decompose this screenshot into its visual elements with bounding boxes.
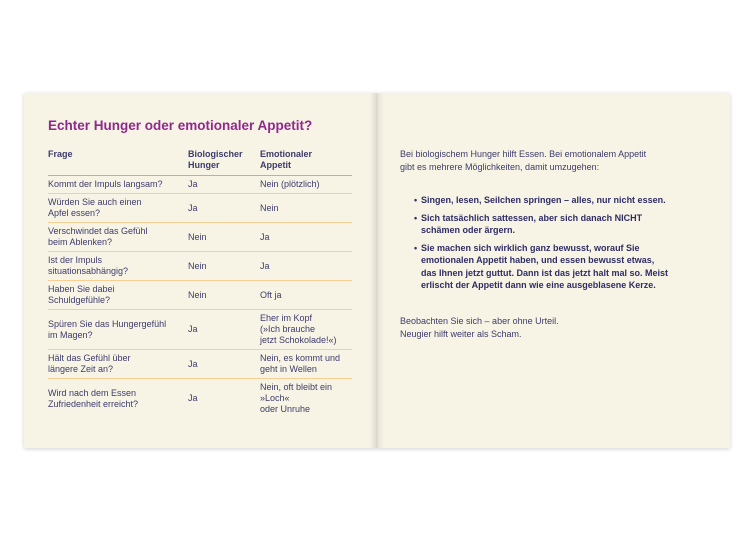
bio-cell: Ja — [188, 194, 260, 223]
list-item: • Singen, lesen, Seilchen springen – alles, nur nicht essen. — [414, 194, 704, 207]
hunger-comparison-table — [48, 146, 352, 418]
header-biologischer-hunger: Biologischer Hunger — [188, 146, 260, 176]
header-emotionaler-appetit: Emotionaler Appetit — [260, 146, 352, 176]
question-cell: Spüren Sie das Hungergefühl im Magen? — [48, 310, 188, 350]
question-cell: Haben Sie dabei Schuldgefühle? — [48, 281, 188, 310]
question-cell: Ist der Impuls situationsabhängig? — [48, 252, 188, 281]
left-page — [24, 93, 376, 448]
table-row — [48, 310, 352, 350]
emo-cell: Nein, es kommt und geht in Wellen — [260, 350, 352, 379]
table-header-row — [48, 146, 352, 176]
book-gutter — [370, 93, 384, 448]
list-item: • Sich tatsächlich sattessen, aber sich danach NICHT schämen oder ärgern. — [414, 212, 704, 237]
closing-paragraph: Beobachten Sie sich – aber ohne Urteil. Neugier hilft weiter als Scham. — [400, 316, 559, 339]
open-book — [24, 93, 730, 448]
bio-cell: Nein — [188, 281, 260, 310]
emo-cell: Eher im Kopf (»Ich brauche jetzt Schokolade!«) — [260, 310, 352, 350]
emo-cell: Oft ja — [260, 281, 352, 310]
intro-paragraph: Bei biologischem Hunger hilft Essen. Bei emotionalem Appetit gibt es mehrere Möglichkeiten, damit umzugehen: — [400, 149, 647, 172]
emo-cell: Nein — [260, 194, 352, 223]
bio-cell: Ja — [188, 393, 198, 403]
bio-cell: Ja — [188, 176, 260, 194]
table-row — [48, 194, 352, 223]
bio-cell: Ja — [188, 350, 260, 379]
question-cell: Wird nach dem Essen Zufriedenheit erreicht? — [48, 387, 139, 409]
bio-cell: Nein — [188, 252, 260, 281]
bio-cell: Nein — [188, 223, 260, 252]
emo-cell: Nein (plötzlich) — [260, 176, 352, 194]
question-cell: Kommt der Impuls langsam? — [48, 176, 188, 194]
table-row — [48, 223, 352, 252]
table-row — [48, 176, 352, 194]
table-row — [48, 281, 352, 310]
table-row — [48, 252, 352, 281]
coping-strategies-list — [414, 194, 704, 297]
right-page — [376, 93, 730, 448]
emo-cell: Ja — [260, 252, 352, 281]
list-item: • Sie machen sich wirklich ganz bewusst, worauf Sie emotionalen Appetit haben, und essen bewusst etwas, das Ihnen jetzt guttut. Dann ist das jetzt halt mal so. Meist erlischt der Appetit dann wie eine ausgeblasene Kerze. — [414, 242, 704, 292]
table-row — [48, 379, 352, 419]
question-cell: Hält das Gefühl über längere Zeit an? — [48, 350, 188, 379]
question-cell: Verschwindet das Gefühl beim Ablenken? — [48, 223, 188, 252]
question-cell: Würden Sie auch einen Apfel essen? — [48, 194, 188, 223]
bio-cell: Ja — [188, 310, 260, 350]
table-row — [48, 350, 352, 379]
emo-cell: Ja — [260, 223, 352, 252]
header-frage: Frage — [48, 146, 188, 176]
page-title: Echter Hunger oder emotionaler Appetit? — [48, 118, 313, 133]
emo-cell: Nein, oft bleibt ein »Loch« oder Unruhe — [260, 382, 333, 414]
